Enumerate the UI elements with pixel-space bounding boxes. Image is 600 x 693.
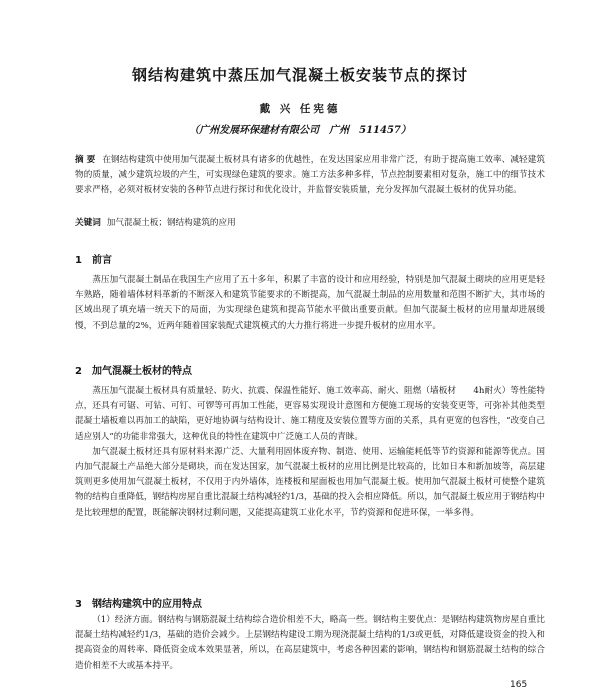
paper-title: 钢结构建筑中蒸压加气混凝土板安装节点的探讨 — [131, 66, 468, 84]
keywords — [75, 216, 545, 230]
paragraph: （1）经济方面。钢结构与钢筋混凝土结构综合造价相差不大，略高一些。钢结构主要优点：是钢结构建筑物房屋自重比混凝土结构减轻约1/3，基础的造价会减少。上层钢结构建设工期为现浇混凝土结构的1/3或更低，对降低建设资金的投入和提高资金的周转率、降低资金成本效果显著，所以，在高层建筑中，考虑各种因素的影响，钢结构和钢筋混凝土结构的综合造价相差不大或基本持平。 — [75, 615, 545, 671]
paragraph: 加气混凝土板材还具有原材料来源广泛、大量利用固体废弃物、制造、使用、运输能耗低等节约资源和能源等优点。国内加气混凝土产品绝大部分是砌块，而在发达国家，加气混凝土板材的应用比例是比较高的，比如日本和新加坡等，高层建筑则更多使用加气混凝土板材，不仅用于内外墙体，连楼板和屋面板也用加气混凝土板。使用加气混凝土板材可使整个建筑物的结构自重降低，钢结构房屋自重比混凝土结构减轻约1/3，基础的投入会相应降低。所以，加气混凝土板应用于钢结构中是比较理想的配置，既能解决钢材过剩问题，又能提高建筑工业化水平，节约资源和促进环保，一举多得。 — [75, 446, 545, 518]
section-number: 3 — [75, 599, 82, 610]
keywords-text: 加气混凝土板；钢结构建筑的应用 — [106, 218, 236, 228]
section-heading — [75, 251, 112, 266]
section-title: 前言 — [91, 255, 112, 266]
paper-authors: 戴 兴 任宪德 — [259, 103, 341, 115]
section-title: 加气混凝土板材的特点 — [91, 366, 192, 377]
section-body — [75, 273, 545, 334]
section-number: 1 — [75, 255, 82, 266]
paragraph: 蒸压加气混凝土制品在我国生产应用了五十多年，积累了丰富的设计和应用经验，特别是加气混凝土砌块的应用更是轻车熟路，随着墙体材料革新的不断深入和建筑节能要求的不断提高，加气混凝土制品的应用数量和范围不断扩大，其市场的区域出现了填充墙一统天下的局面，为实现绿色建筑和提高节能水平做出重要贡献。但加气混凝土板材的应用量却进展缓慢，不到总量的2%，近两年随着国家装配式建筑模式的大力推行将进一步提升板材的应用水平。 — [75, 275, 545, 331]
section-number: 2 — [75, 366, 82, 377]
keywords-label: 关键词 — [75, 218, 101, 228]
abstract — [75, 153, 545, 199]
page-number: 165 — [510, 680, 528, 690]
section-heading — [75, 362, 192, 377]
paragraph: 蒸压加气混凝土板材具有质量轻、防火、抗震、保温性能好、施工效率高、耐火、阻燃（墙板材 4h耐火）等性能特点，还具有可锯、可钻、可钉、可锣等可再加工性能，更容易实现设计意图和方便施工现场的安装变更等，可弥补其他类型混凝土墙板难以再加工的缺陷，更好地协调与结构设计、施工精度及安装位置等方面的关系，具有更宽的包容性，“改变自己适应别人”的功能非常强大，这种优良的特性在建筑中广泛施工人员的青睐。 — [75, 386, 545, 442]
abstract-label: 摘要 — [75, 155, 99, 165]
section-heading — [75, 595, 202, 610]
section-body — [75, 613, 545, 674]
section-body — [75, 384, 545, 521]
abstract-text: 在钢结构建筑中使用加气混凝土板材具有诸多的优越性，在发达国家应用非常广泛，有助于提高施工效率、减轻建筑物的质量，减少建筑垃圾的产生，可实现绿色建筑的要求。施工方法多种多样，节点控制要素相对复杂，施工中的细节技术要求严格，必须对板材安装的各种节点进行探讨和优化设计，并监督安装质量，充分发挥加气混凝土板材的优异功能。 — [75, 155, 545, 196]
paper-affiliation: （广州发展环保建材有限公司 广州 511457） — [189, 125, 411, 136]
section-title: 钢结构建筑中的应用特点 — [91, 599, 202, 610]
